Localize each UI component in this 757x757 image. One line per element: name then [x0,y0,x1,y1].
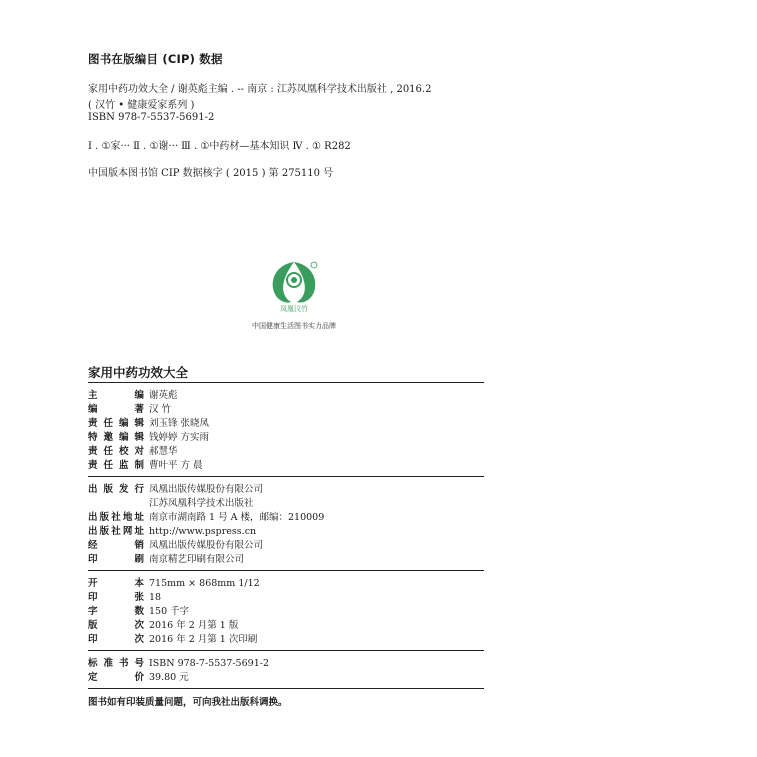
logo-registered-mark [311,262,317,268]
credit-label: 编 著 [88,404,144,415]
publisher-label: 出 版 发 行 [88,484,144,495]
publisher-label: 印 刷 [88,554,144,565]
footer-note: 图书如有印装质量问题，可向我社出版科调换。 [88,697,288,708]
cip-isbn-line: ISBN 978-7-5537-5691-2 [88,112,215,123]
credit-label: 主 编 [88,390,144,401]
isbn-label: 标 准 书 号 [88,658,144,669]
price-value: 39.80 元 [149,672,189,683]
isbn-value: ISBN 978-7-5537-5691-2 [149,658,269,669]
publisher-value: http://www.pspress.cn [149,526,257,537]
credit-value: 曹叶平 方 晨 [149,460,203,471]
title-divider [88,382,484,383]
publisher-label: 出 版 社 地 址 [88,512,144,523]
publisher-divider [88,570,484,571]
spec-value: 2016 年 2 月第 1 次印刷 [149,634,258,645]
credit-label: 特 邀 编 辑 [88,432,144,443]
spec-label: 印 张 [88,592,144,603]
spec-label: 印 次 [88,634,144,645]
publisher-label: 出 版 社 网 址 [88,526,144,537]
logo-slogan: 中国健康生活图书实力品牌 [252,322,336,330]
spec-label: 开 本 [88,578,144,589]
credit-label: 责 任 编 辑 [88,418,144,429]
credit-label: 责 任 校 对 [88,446,144,457]
specs-divider [88,650,484,651]
bottom-divider [88,688,484,689]
cip-heading: 图书在版编目 (CIP) 数据 [88,52,223,66]
spec-value: 18 [149,592,162,603]
publisher-value: 凤凰出版传媒股份有限公司 [149,540,264,551]
credit-value: 谢英彪 [149,390,178,401]
credit-value: 汉 竹 [149,404,172,415]
publisher-value: 南京市湖南路 1 号 A 楼，邮编：210009 [149,512,325,523]
credit-value: 钱婷婷 方实雨 [149,432,210,443]
spec-label: 版 次 [88,620,144,631]
publisher-logo [265,258,323,322]
spec-value: 150 千字 [149,606,190,617]
spec-label: 字 数 [88,606,144,617]
credit-value: 郝慧华 [149,446,178,457]
publisher-value: 凤凰出版传媒股份有限公司 [149,484,264,495]
cip-classification-line: Ⅰ . ①家··· Ⅱ . ①谢··· Ⅲ . ①中药材—基本知识 Ⅳ . ① R282 [88,141,351,152]
spec-value: 715mm × 868mm 1/12 [149,578,260,589]
publisher-value: 江苏凤凰科学技术出版社 [149,498,254,509]
publisher-value: 南京精艺印刷有限公司 [149,554,245,565]
cip-series-line: ( 汉竹 • 健康爱家系列 ) [88,100,195,111]
cip-record-number: 中国版本图书馆 CIP 数据核字 ( 2015 ) 第 275110 号 [88,168,334,179]
credit-value: 刘玉锋 张晓凤 [149,418,210,429]
cip-title-line: 家用中药功效大全 / 谢英彪主编 . -- 南京 : 江苏凤凰科学技术出版社 , 2016.2 [88,84,432,95]
logo-text: 凤凰汉竹 [280,305,308,313]
price-label: 定 价 [88,672,144,683]
credits-divider [88,476,484,477]
publisher-label: 经 销 [88,540,144,551]
spec-value: 2016 年 2 月第 1 版 [149,620,239,631]
credit-label: 责 任 监 制 [88,460,144,471]
book-title: 家用中药功效大全 [88,365,189,380]
